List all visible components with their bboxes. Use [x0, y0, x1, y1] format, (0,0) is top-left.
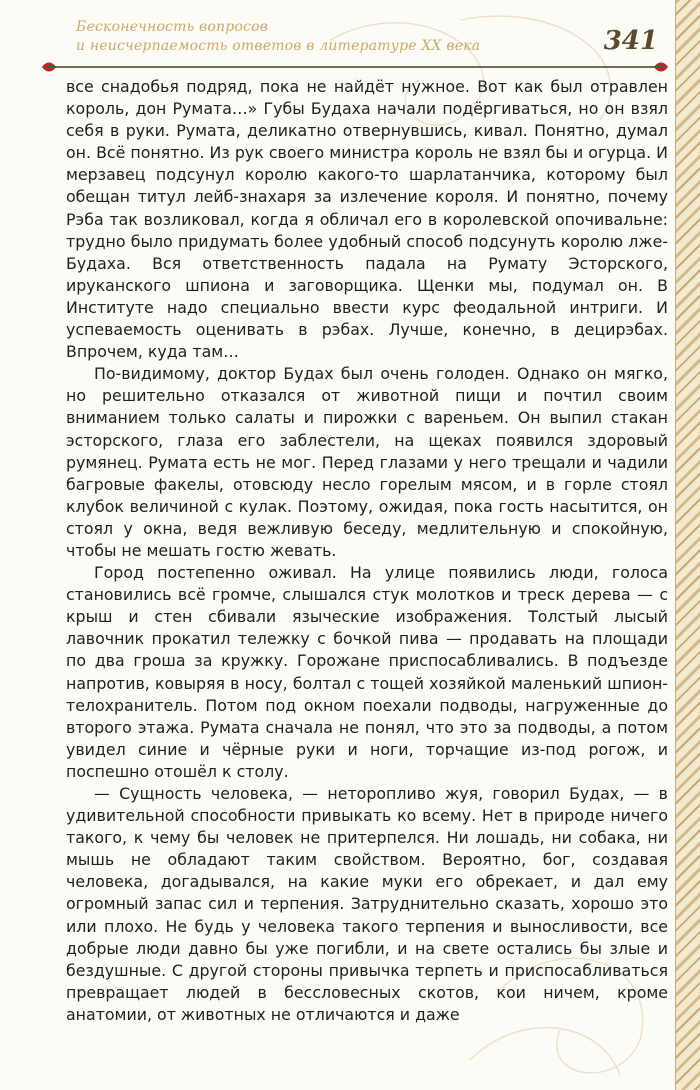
- paragraph-4: — Сущность человека, — неторопливо жуя, говорил Будах, — в удивительной способности привыкать ко всему. Нет в природе ничего такого, к чему бы человек не притерпелся. Ни лошадь, ни собака, ни мышь не обладают таким свойством. Вероятно, бог, создавая человека, догадывался, на какие муки его обрекает, и дал ему огромный запас сил и терпения. Затруднительно сказать, хорошо это или плохо. Не будь у человека такого терпения и выносливости, все добрые люди давно бы уже погибли, и на свете остались бы злые и бездушные. С другой стороны привычка терпеть и приспосабливаться превращает людей в бессловесных скотов, кои ничем, кроме анатомии, от животных не отличаются и даже: [66, 784, 668, 1024]
- header-title-line-1: Бесконечность вопросов: [76, 19, 269, 35]
- paragraph-2: По-видимому, доктор Будах был очень голоден. Однако он мягко, но решительно отказался от животной пищи и почтил своим вниманием только салаты и пирожки с вареньем. Он выпил стакан эсторского, глаза его заблестели, на щеках появился здоровый румянец. Румата есть не мог. Перед глазами у него трещали и чадили багровые факелы, отовсюду несло горелым мясом, и в горле стоял клубок величиной с кулак. Поэтому, ожидая, пока гость насытится, он стоял у окна, ведя вежливую беседу, медлительную и спокойную, чтобы не мешать гостю жевать.: [66, 364, 668, 560]
- tulip-right-icon: [654, 63, 668, 72]
- decorative-border-right: [675, 0, 700, 1090]
- paragraph-1: все снадобья подряд, пока не найдёт нужное. Вот как был отравлен король, дон Румата…» Губы Будаха начали подёргиваться, но он взял себя в руки. Румата, деликатно отвернувшись, кивал. Понятно, думал он. Всё понятно. Из рук своего министра король не взял бы и огурца. И мерзавец подсунул королю какого-то шарлатанчика, которому был обещан титул лейб-знахаря за излечение короля. И понятно, почему Рэба так возликовал, когда я обличал его в королевской опочивальне: трудно было придумать более удобный способ подсунуть королю лже-Будаха. Вся ответственность падала на Румату Эсторского, ируканского шпиона и заговорщика. Щенки мы, подумал он. В Институте надо специально ввести курс феодальной интриги. И успеваемость оценивать в рэбах. Лучше, конечно, в децирэбах. Впрочем, куда там…: [66, 77, 668, 362]
- tulip-left-icon: [42, 63, 56, 72]
- body-text: [66, 76, 668, 1026]
- paragraph-3: Город постепенно оживал. На улице появились люди, голоса становились всё громче, слышался стук молотков и треск дерева — с крыш и стен сбивали языческие изображения. Толстый лысый лавочник прокатил тележку с бочкой пива — продавать на площади по два гроша за кружку. Горожане приспосабливались. В подъезде напротив, ковыряя в носу, болтал с тощей хозяйкой маленький шпион-телохранитель. Потом под окном поехали подводы, нагруженные до второго этажа. Румата сначала не понял, что это за подводы, а потом увидел синие и чёрные руки и ноги, торчащие из-под рогож, и поспешно отошёл к столу.: [66, 563, 668, 781]
- running-header: [76, 18, 496, 56]
- page-number: 341: [603, 26, 658, 56]
- header-title-line-2: и неисчерпаемость ответов в литературе XX века: [76, 38, 481, 54]
- header-ornament-rule: [40, 60, 670, 74]
